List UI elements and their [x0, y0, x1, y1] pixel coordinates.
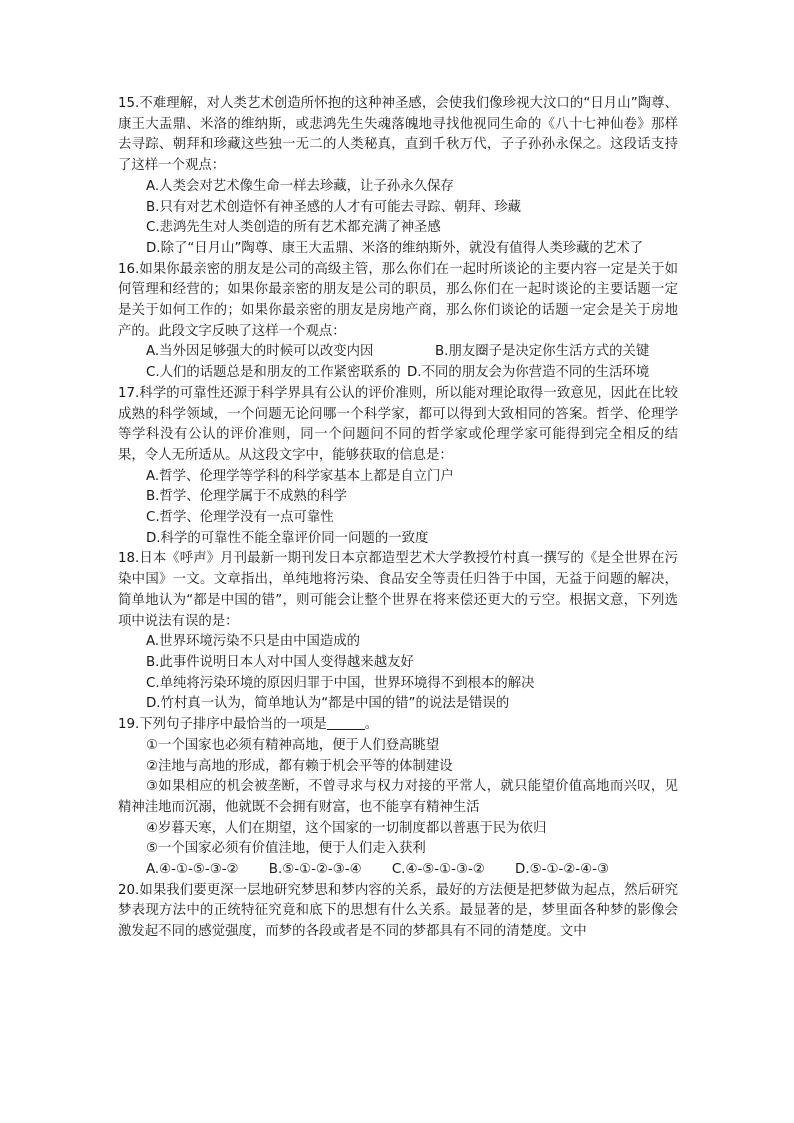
question-17-option-a: A.哲学、伦理学等学科的科学家基本上都是自立门户 [146, 468, 454, 484]
question-16-option-a: A.当外因足够强大的时候可以改变内因 [146, 344, 374, 360]
question-19-stem-end: 。 [364, 717, 379, 733]
question-19-sentence-5: ⑤一个国家必须有价值洼地，便于人们走入获利 [146, 841, 426, 857]
question-16-option-c: C.人们的话题总是和朋友的工作紧密联系的 [146, 365, 401, 381]
question-17-option-d: D.科学的可靠性不能全靠评价同一问题的一致度 [146, 530, 429, 546]
question-17-option-c: C.哲学、伦理学没有一点可靠性 [146, 510, 334, 526]
question-15-option-d: D.除了“日月山”陶尊、康王大盂鼎、米洛的维纳斯外，就没有值得人类珍藏的艺术了 [146, 240, 644, 256]
question-17-stem: 17.科学的可靠性还源于科学界具有公认的评价准则，所以能对理论取得一致意见，因此在比较成熟的科学领域，一个问题无论问哪一个科学家，都可以得到大致相同的答案。哲学、伦理学等学科没有公认的评价准则，同一个问题问不同的哲学家或伦理学家可能得到完全相反的结果，令人无所适从。从这段文字中，能够获取的信息是： [118, 385, 678, 463]
question-15-option-a: A.人类会对艺术像生命一样去珍藏，让子孙永久保存 [146, 178, 454, 194]
question-17-option-b: B.哲学、伦理学属于不成熟的科学 [146, 489, 347, 505]
question-15-stem: 15.不难理解，对人类艺术创造所怀抱的这种神圣感，会使我们像珍视大汶口的“日月山”陶尊、康王大盂鼎、米洛的维纳斯，或悲鸿先生失魂落魄地寻找他视同生命的《八十七神仙卷》那样去寻踪、朝拜和珍藏这些独一无二的人类秘真，直到千秋万代，子子孙孙永保之。这段话支持了这样一个观点： [118, 96, 678, 174]
question-16-stem: 16.如果你最亲密的朋友是公司的高级主管，那么你们在一起时所谈论的主要内容一定是关于如何管理和经营的；如果你最亲密的朋友是公司的职员，那么你们在一起时谈论的主要话题一定是关于如何工作的；如果你最亲密的朋友是房地产商，那么你们谈论的话题一定会是关于房地产的。此段文字反映了这样一个观点： [118, 261, 678, 339]
question-19-sentence-2: ②洼地与高地的形成，都有赖于机会平等的体制建设 [146, 758, 453, 774]
question-19-sentence-1: ①一个国家也必须有精神高地，便于人们登高眺望 [146, 737, 440, 753]
question-16-option-d: D.不同的朋友会为你营造不同的生活环境 [407, 365, 650, 381]
question-19-choices: A.④-①-⑤-③-② B.⑤-①-②-③-④ C.④-⑤-①-③-② D.⑤-①-②-④-③ [146, 862, 609, 878]
question-19-stem-line [118, 715, 678, 736]
question-18-option-b: B.此事件说明日本人对中国人变得越来越友好 [146, 654, 414, 670]
question-18-option-d: D.竹村真一认为，简单地认为“都是中国的错”的说法是错误的 [146, 696, 510, 712]
question-16-options-row-2 [118, 363, 678, 384]
question-19-sentence-3: ③如果相应的机会被垄断，不曾寻求与权力对接的平常人，就只能望价值高地而兴叹，见精神洼地而沉溺，他就既不会拥有财富，也不能享有精神生活 [118, 779, 678, 815]
question-16-option-b: B.朋友圈子是决定你生活方式的关键 [435, 344, 650, 360]
question-15-option-c: C.悲鸿先生对人类创造的所有艺术都充满了神圣感 [146, 220, 441, 236]
question-15-option-b: B.只有对艺术创造怀有神圣感的人才有可能去寻踪、朝拜、珍藏 [146, 199, 521, 215]
answer-blank [327, 717, 365, 730]
question-18-option-a: A.世界环境污染不只是由中国造成的 [146, 634, 361, 650]
question-20-stem: 20.如果我们要更深一层地研究梦思和梦内容的关系，最好的方法便是把梦做为起点，然后研究梦表现方法中的正统特征究竟和底下的思想有什么关系。最显著的是，梦里面各种梦的影像会激发起不同的感觉强度，而梦的各段或者是不同的梦都具有不同的清楚度。文中 [118, 882, 678, 940]
question-19-sentence-4: ④岁暮天寒，人们在期望，这个国家的一切制度都以普惠于民为依归 [146, 820, 547, 836]
question-18-stem: 18.日本《呼声》月刊最新一期刊发日本京都造型艺术大学教授竹村真一撰写的《是全世界在污染中国》一文。文章指出，单纯地将污染、食品安全等责任归咎于中国，无益于问题的解决，简单地认为“都是中国的错”，则可能会让整个世界在将来偿还更大的亏空。根据文意，下列选项中说法有误的是： [118, 551, 678, 629]
document-page [118, 94, 678, 943]
question-18-option-c: C.单纯将污染环境的原因归罪于中国，世界环境得不到根本的解决 [146, 675, 535, 691]
question-16-options-row-1 [118, 342, 678, 363]
question-19-stem: 19.下列句子排序中最恰当的一项是 [118, 717, 327, 733]
